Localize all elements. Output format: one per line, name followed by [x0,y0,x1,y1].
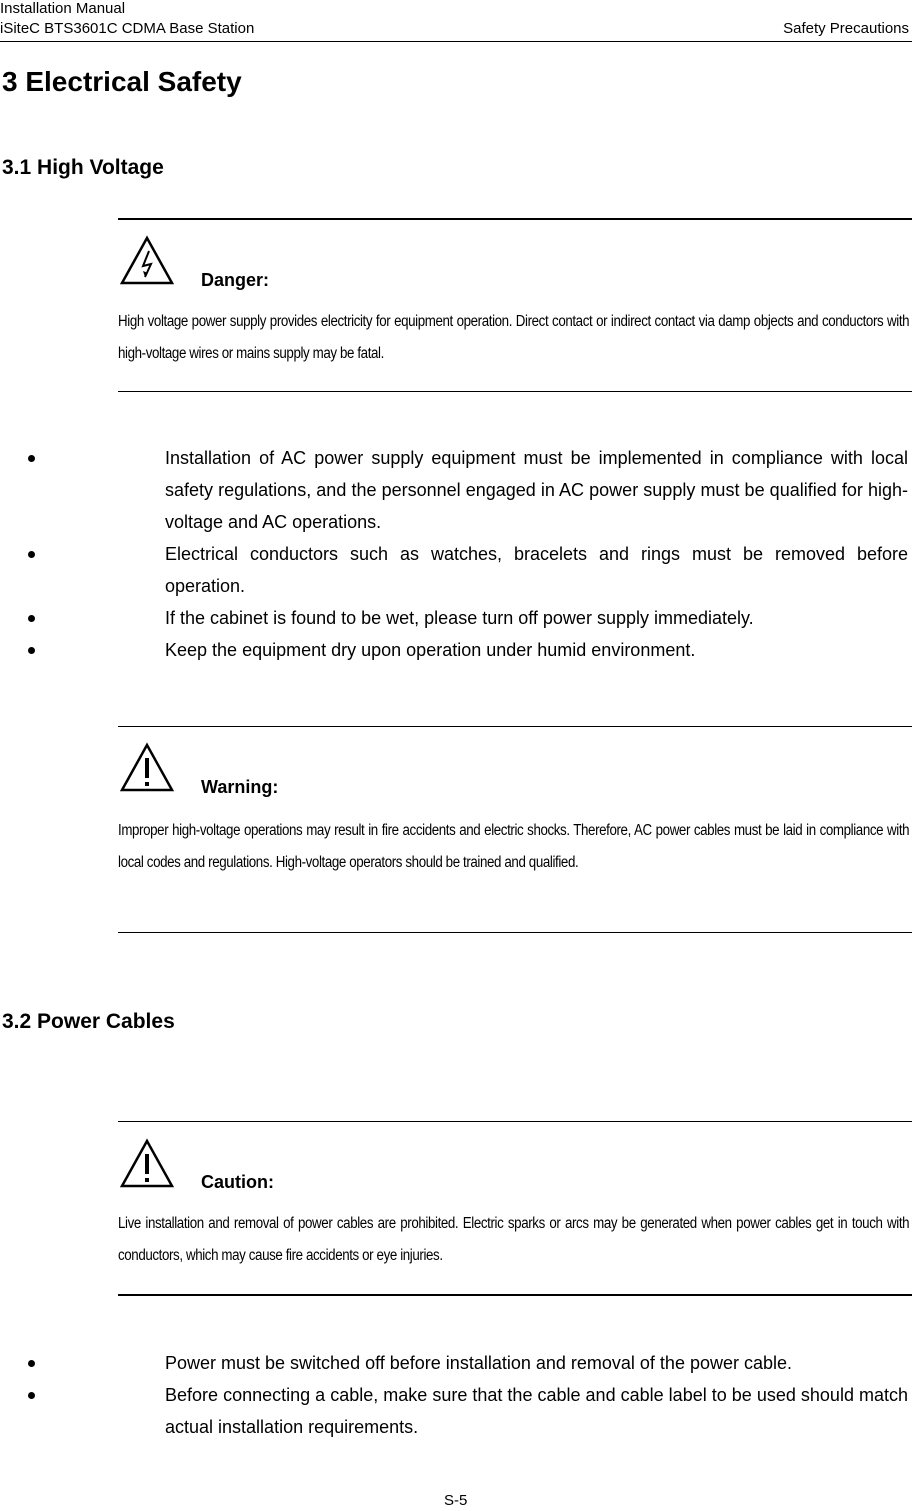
bullet-icon [28,1392,35,1399]
bullet-icon [28,647,35,654]
bullet-icon [28,551,35,558]
list-item: Installation of AC power supply equipment must be implemented in compliance with local safety regulations, and the personnel engaged in AC power supply must be qualified for high-voltage and AC operations. [165,442,908,538]
header-section-name: Safety Precautions [783,20,909,37]
power-cables-bullet-list [165,1347,908,1443]
danger-top-rule [118,218,912,220]
section-title-power-cables: 3.2 Power Cables [2,1010,175,1033]
danger-text: High voltage power supply provides electricity for equipment operation. Direct contact or indirect contact via damp objects and conductors with high-voltage wires or mains supply may be fatal. [118,313,910,362]
caution-bottom-rule [118,1294,912,1296]
bullet-icon [28,455,35,462]
bullet-icon [28,615,35,622]
chapter-title: 3 Electrical Safety [2,66,242,97]
list-item: If the cabinet is found to be wet, please turn off power supply immediately. [165,602,908,634]
high-voltage-icon [118,233,176,287]
list-item: Before connecting a cable, make sure that the cable and cable label to be used should match actual installation requirements. [165,1379,908,1443]
page-number: S-5 [444,1492,468,1509]
header-divider [0,41,912,42]
caution-text: Live installation and removal of power cables are prohibited. Electric sparks or arcs may be generated when power cables get in touch with conductors, which may cause fire accidents or eye injuries. [118,1215,910,1264]
warning-bottom-rule [118,932,912,933]
danger-label: Danger: [201,270,270,290]
section-title-high-voltage: 3.1 High Voltage [2,156,164,179]
caution-top-rule [118,1121,912,1122]
warning-label: Warning: [201,777,279,797]
list-item: Keep the equipment dry upon operation under humid environment. [165,634,908,666]
list-item: Electrical conductors such as watches, bracelets and rings must be removed before operation. [165,538,908,602]
warning-top-rule [118,726,912,727]
danger-bottom-rule [118,391,912,392]
header-manual-title: Installation Manual [0,0,126,17]
list-item: Power must be switched off before installation and removal of the power cable. [165,1347,908,1379]
bullet-icon [28,1360,35,1367]
header-product-name: iSiteC BTS3601C CDMA Base Station [0,20,255,37]
warning-text: Improper high-voltage operations may result in fire accidents and electric shocks. Therefore, AC power cables must be laid in compliance with local codes and regulations. High-voltage operators should be trained and qualified. [118,822,910,871]
caution-label: Caution: [201,1172,274,1192]
caution-icon [118,1136,176,1190]
high-voltage-bullet-list [165,442,908,666]
warning-icon [118,740,176,794]
